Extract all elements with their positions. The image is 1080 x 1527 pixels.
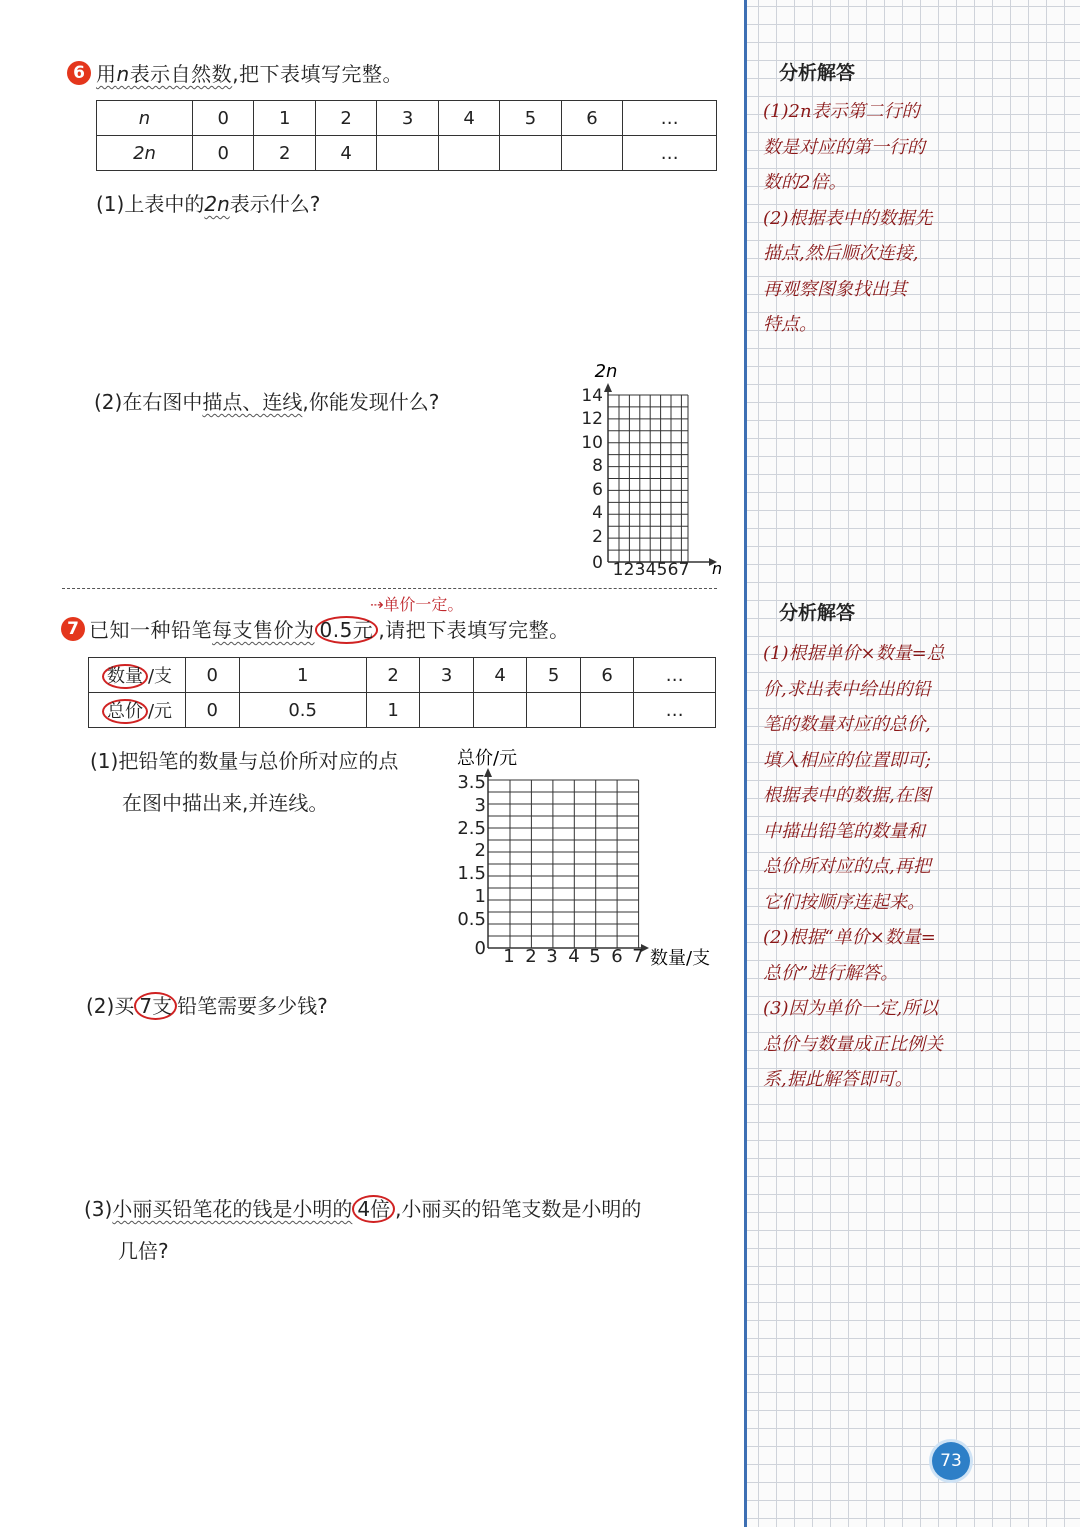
part-text: (2)买 [86,994,135,1018]
stem-text: 已知一种铅笔 [89,618,212,642]
y-tick-labels [581,386,603,573]
answer-blank-cell[interactable] [438,136,499,171]
analysis-line: (2)根据“单价×数量= [763,927,936,948]
analysis-line: 填入相应的位置即可; [763,749,932,771]
table-cell: … [623,136,717,171]
x-tick-label: 1 [612,560,624,580]
y-axis-label: 2n [594,361,618,382]
y-tick-label: 3.5 [457,772,486,793]
part-text-underlined: 描点、连线 [202,390,303,414]
y-tick-label: 8 [592,456,603,476]
answer-blank-cell[interactable] [527,693,581,728]
x-tick-label: 7 [678,560,690,580]
annotation-unit-price [370,592,463,615]
stem-text: 用 [96,62,117,86]
table-cell: 6 [561,101,622,136]
stem-text: ,把下表填写完整。 [232,62,404,86]
y-tick-label: 10 [581,433,603,453]
y-tick-label: 0 [474,938,486,959]
part-text: ,你能发现什么? [302,390,440,414]
answer-blank-cell[interactable] [420,693,474,728]
circled-quantity: 7支 [134,992,177,1020]
answer-blank-cell[interactable] [580,693,634,728]
question-7-part-1-line-1: (1)把铅笔的数量与总价所对应的点 [90,749,399,773]
sidebar-divider [744,0,747,1527]
part-variable [204,192,229,216]
sidebar-heading-q6: 分析解答 [779,62,856,84]
y-tick-label: 1.5 [457,863,486,884]
x-tick-labels [503,946,643,967]
table-cell: 2 [366,658,420,693]
analysis-line: 笔的数量对应的总价, [763,714,931,735]
grid-lines [608,395,688,562]
answer-blank-cell[interactable] [377,136,438,171]
sidebar-analysis-q6 [763,94,963,343]
y-axis-label: 总价/元 [457,748,518,769]
table-cell: 3 [420,658,474,693]
table-cell: 1 [254,101,315,136]
stem-variable: n [116,62,130,86]
analysis-line: 描点,然后顺次连接, [763,243,919,264]
x-tick-label: 4 [568,946,580,967]
analysis-line: 根据表中的数据,在图 [763,785,931,806]
answer-blank-cell[interactable] [500,136,561,171]
annotation-text: 单价一定。 [383,595,464,614]
question-6-part-1 [96,188,320,217]
table-cell: 1 [239,658,366,693]
analysis-line: (1)根据单价×数量=总 [763,643,945,664]
x-tick-label: 3 [546,946,558,967]
analysis-line: 价,求出表中给出的铅 [763,678,931,700]
table-cell: 6 [580,658,634,693]
y-tick-label: 6 [592,480,603,500]
table-cell: 0 [186,658,240,693]
analysis-line: 系,据此解答即可。 [763,1069,913,1090]
circled-label-quantity: 数量 [102,664,148,689]
table-cell: 4 [438,101,499,136]
y-tick-label: 2 [474,840,486,861]
y-tick-label: 4 [592,503,603,523]
x-tick-label: 5 [656,560,668,580]
stem-text: 表示自然数 [129,62,233,86]
analysis-line: 总价所对应的点,再把 [763,856,931,877]
part-text: 表示什么? [229,192,321,216]
analysis-line: 总价与数量成正比例关 [763,1033,943,1055]
part-text: 铅笔需要多少钱? [177,994,328,1018]
x-tick-label: 6 [611,946,623,967]
y-tick-label: 0.5 [457,909,486,930]
section-divider [62,588,717,589]
grid-lines [488,780,639,948]
table-cell: 0 [193,136,254,171]
analysis-line: 数是对应的第一行的 [763,136,925,158]
x-axis-label: 数量/支 [650,948,711,969]
analysis-line: 中描出铅笔的数量和 [763,820,925,842]
question-7-coordinate-grid[interactable] [448,742,723,972]
x-tick-label: 4 [645,560,657,580]
analysis-line: (3)因为单价一定,所以 [763,998,939,1019]
x-tick-label: 5 [589,946,601,967]
part-text: (3) [84,1197,113,1221]
stem-part [96,62,232,86]
table-cell: 4 [473,658,527,693]
question-6-table [96,100,717,171]
question-7-table [88,657,716,728]
table-cell: 1 [366,693,420,728]
question-6-stem [96,58,403,87]
row-label-2n: 2n [133,142,156,164]
table-cell: … [634,658,716,693]
analysis-line: (2)根据表中的数据先 [763,207,933,229]
question-7-stem [89,614,570,643]
row-label-n: n [138,107,151,129]
table-cell: 0 [186,693,240,728]
table-cell: 3 [377,101,438,136]
analysis-line: 再观察图象找出其 [763,278,907,300]
y-axis-arrow-icon [604,383,612,392]
row-label-unit: /元 [147,701,173,722]
sidebar-analysis-q7 [763,636,963,1098]
circled-price: 0.5元 [315,616,379,644]
x-tick-label: 6 [667,560,679,580]
question-7-number: 7 [61,617,85,641]
table-cell: … [634,693,716,728]
row-label-unit: /支 [147,666,173,687]
y-tick-label: 3 [474,795,486,816]
x-tick-label: 2 [623,560,635,580]
analysis-line: 数的2倍。 [763,172,847,193]
part-text-underlined: 小丽买铅笔花的钱是小明的 [112,1197,353,1221]
y-tick-label: 14 [581,386,603,406]
table-cell: 2 [315,101,376,136]
x-tick-label: 7 [632,946,644,967]
y-tick-label: 1 [474,886,486,907]
part-text: (1)上表中的 [96,192,205,216]
analysis-line: 特点。 [763,314,817,335]
arrow-right-icon: ⇢ [370,595,384,614]
page-number-badge: 73 [932,1442,970,1480]
y-tick-label: 12 [581,409,603,429]
table-cell: 2 [254,136,315,171]
y-tick-labels [457,772,486,959]
answer-blank-cell[interactable] [473,693,527,728]
analysis-line: (1)2n表示第二行的 [763,101,920,122]
question-6-number: 6 [67,61,91,85]
analysis-line: 它们按顺序连起来。 [763,891,925,913]
x-tick-labels [613,560,690,580]
table-cell: 5 [527,658,581,693]
part-text: (2)在右图中 [94,390,203,414]
y-tick-label: 2.5 [457,818,486,839]
table-cell: 5 [500,101,561,136]
question-7-part-3-line-1 [84,1193,641,1222]
circled-multiple: 4倍 [352,1195,395,1223]
question-6-part-2 [94,386,439,415]
variable-2n: 2n [204,192,230,216]
table-cell: 0 [193,101,254,136]
x-tick-label: 1 [503,946,515,967]
part-text: ,小丽买的铅笔支数是小明的 [395,1197,642,1221]
question-7-part-2 [86,990,328,1019]
sidebar-heading-q7: 分析解答 [779,602,856,624]
question-6-coordinate-grid[interactable] [570,355,730,585]
x-tick-label: 3 [634,560,646,580]
table-cell: 0.5 [239,693,366,728]
circled-label-total: 总价 [102,699,148,724]
y-tick-label: 0 [592,553,603,573]
stem-text-underlined: 每支售价为 [212,618,315,642]
analysis-line: 总价”进行解答。 [763,962,899,984]
y-tick-label: 2 [592,527,603,547]
x-tick-label: 2 [525,946,537,967]
question-7-part-1-line-2: 在图中描出来,并连线。 [122,791,329,815]
table-cell: … [623,101,717,136]
x-axis-label: n [712,559,723,578]
table-cell: 4 [315,136,376,171]
question-7-part-3-line-2: 几倍? [118,1239,169,1263]
stem-text: ,请把下表填写完整。 [378,618,570,642]
answer-blank-cell[interactable] [561,136,622,171]
